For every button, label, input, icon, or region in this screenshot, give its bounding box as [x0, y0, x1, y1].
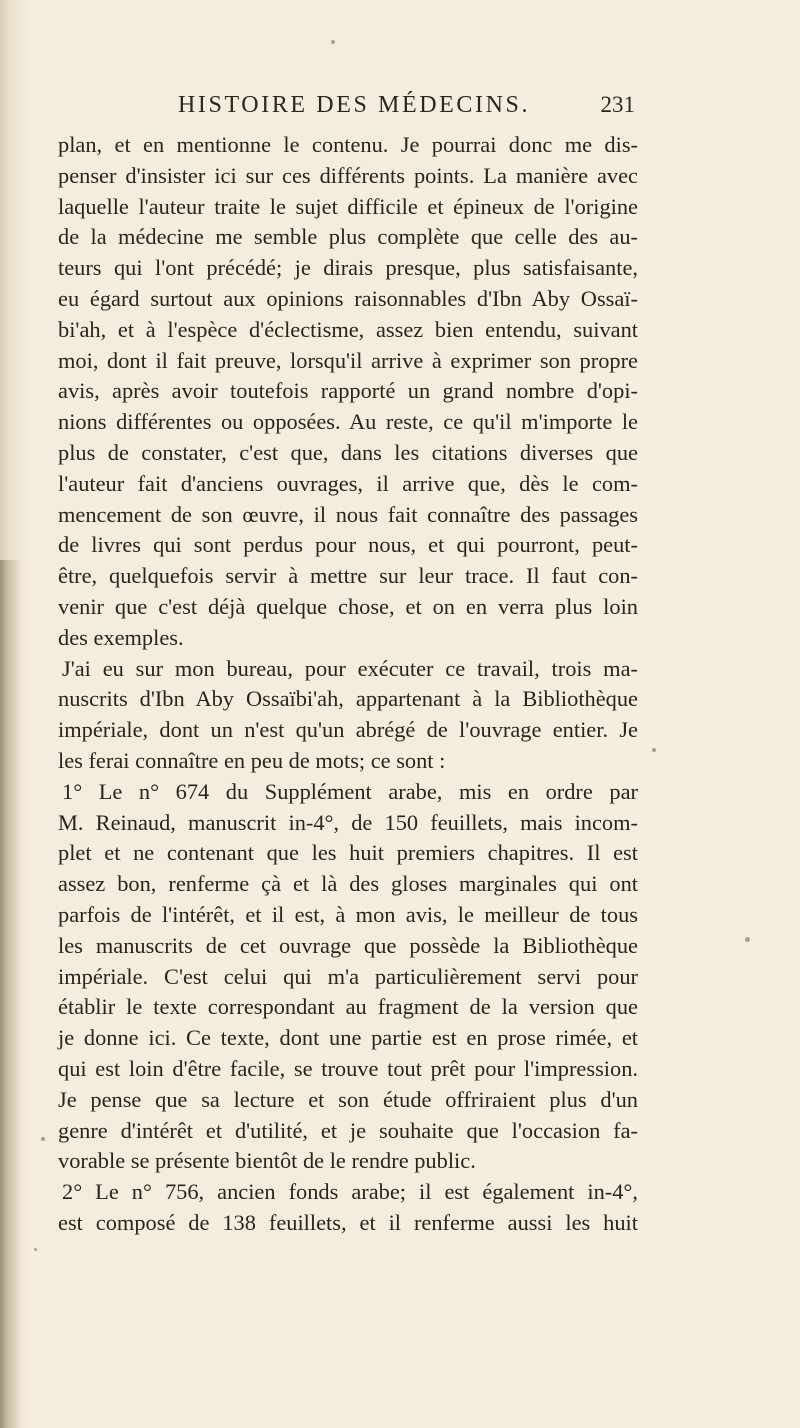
text-line: 2° Le n° 756, ancien fonds arabe; il est également in-4°, [62, 1179, 638, 1205]
text-line: 1° Le n° 674 du Supplément arabe, mis en ordre par [62, 778, 638, 804]
text-line: J'ai eu sur mon bureau, pour exécuter ce travail, trois ma- [62, 655, 638, 681]
text-line: des exemples. [58, 624, 184, 650]
text-line: je donne ici. Ce texte, dont une partie est en prose rimée, et [58, 1025, 638, 1051]
text-line: laquelle l'auteur traite le sujet difficile et épineux de l'origine [58, 193, 638, 219]
text-line: venir que c'est déjà quelque chose, et on en verra plus loin [58, 593, 638, 619]
text-line: être, quelquefois servir à mettre sur leur trace. Il faut con- [58, 563, 638, 589]
text-line: plet et ne contenant que les huit premiers chapitres. Il est [58, 840, 638, 866]
paper-speck [34, 1248, 37, 1251]
paper-speck [41, 1137, 45, 1141]
text-line: impériale, dont un n'est qu'un abrégé de l'ouvrage entier. Je [58, 717, 638, 743]
running-head [60, 92, 635, 126]
text-line: penser d'insister ici sur ces différents points. La manière avec [58, 162, 638, 188]
text-line: mencement de son œuvre, il nous fait connaître des passages [58, 501, 638, 527]
page-number: 231 [600, 92, 635, 117]
text-line: eu égard surtout aux opinions raisonnables d'Ibn Aby Ossaï- [58, 285, 638, 311]
text-line: assez bon, renferme çà et là des gloses marginales qui ont [58, 871, 638, 897]
text-line: les ferai connaître en peu de mots; ce sont : [58, 747, 446, 773]
text-line: genre d'intérêt et d'utilité, et je souhaite que l'occasion fa- [58, 1117, 638, 1143]
paper-speck [331, 40, 335, 44]
text-line: teurs qui l'ont précédé; je dirais presque, plus satisfaisante, [58, 255, 638, 281]
text-line: vorable se présente bientôt de le rendre public. [58, 1148, 476, 1174]
text-line: Je pense que sa lecture et son étude offriraient plus d'un [58, 1086, 638, 1112]
text-line: nuscrits d'Ibn Aby Ossaïbi'ah, appartenant à la Bibliothèque [58, 686, 638, 712]
text-line: bi'ah, et à l'espèce d'éclectisme, assez bien entendu, suivant [58, 316, 638, 342]
text-line: l'auteur fait d'anciens ouvrages, il arrive que, dès le com- [58, 470, 638, 496]
text-line: de livres qui sont perdus pour nous, et qui pourront, peut- [58, 532, 638, 558]
text-line: M. Reinaud, manuscrit in-4°, de 150 feuillets, mais incom- [58, 809, 638, 835]
text-line: est composé de 138 feuillets, et il renferme aussi les huit [58, 1209, 638, 1235]
text-line: parfois de l'intérêt, et il est, à mon avis, le meilleur de tous [58, 901, 638, 927]
text-line: avis, après avoir toutefois rapporté un grand nombre d'opi- [58, 378, 638, 404]
text-line: nions différentes ou opposées. Au reste, ce qu'il m'importe le [58, 409, 638, 435]
text-line: plan, et en mentionne le contenu. Je pourrai donc me dis- [58, 132, 638, 157]
body-text [58, 130, 638, 1239]
paper-speck [652, 748, 656, 752]
text-line: impériale. C'est celui qui m'a particulièrement servi pour [58, 963, 638, 989]
text-line: de la médecine me semble plus complète que celle des au- [58, 224, 638, 250]
text-line: qui est loin d'être facile, se trouve tout prêt pour l'impression. [58, 1055, 638, 1081]
text-line: les manuscrits de cet ouvrage que possède la Bibliothèque [58, 932, 638, 958]
paper-speck [745, 937, 750, 942]
text-line: moi, dont il fait preuve, lorsqu'il arrive à exprimer son propre [58, 347, 638, 373]
binding-shadow [0, 560, 22, 1428]
text-line: plus de constater, c'est que, dans les citations diverses que [58, 439, 638, 465]
running-title: HISTOIRE DES MÉDECINS. [178, 92, 531, 118]
text-line: établir le texte correspondant au fragment de la version que [58, 994, 638, 1020]
